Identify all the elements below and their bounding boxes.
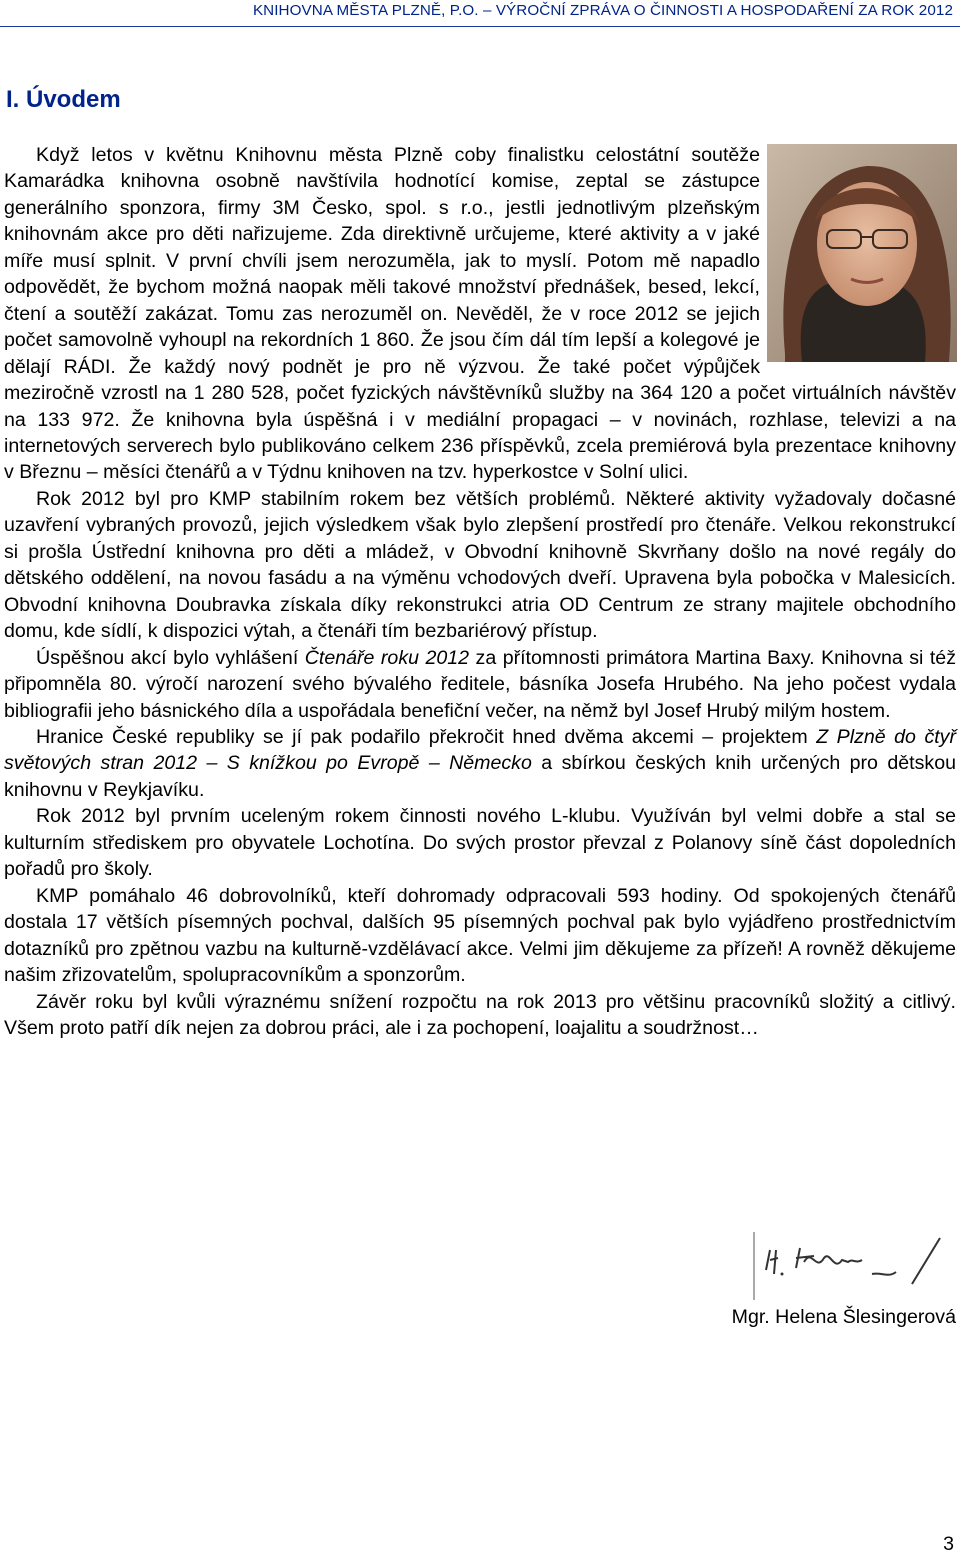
paragraph-l-klub: Rok 2012 byl prvním uceleným rokem činnosti nového L-klubu. Využíván byl velmi dobře a stal se kulturním střediskem pro obyvatele Lochotína. Do svých prostor převzal z Polanovy síně část dopoledních pořadů pro školy. — [4, 805, 956, 881]
p4-text-start: Hranice České republiky se jí pak podařilo překročit hned dvěma akcemi – projektem — [36, 725, 817, 748]
photo-spacer — [760, 142, 956, 362]
body-text — [4, 142, 956, 1041]
p3-text-end: za přítomnosti primátora Martina Baxy. Knihovna si též připomněla 80. výročí narození svého bývalého ředitele, básníka Josefa Hrubého. Na jeho počest vydala bibliografii jeho básnického díla a uspořádala benefiční večer, na němž byl Josef Hrubý milým hostem. — [4, 646, 956, 722]
handwritten-signature — [752, 1228, 956, 1302]
paragraph-volunteers: KMP pomáhalo 46 dobrovolníků, kteří dohromady odpracovali 593 hodiny. Od spokojených čtenářů dostala 17 větších písemných pochval, dalších 95 písemných pochval pak bylo vyjádřeno prostřednictvím dotazníků pro zpětnou vazbu na kulturně-vzdělávací akce. Velmi jim děkujeme za přízeň! A rovněž děkujeme našim zřizovatelům, spolupracovníkům a sponzorům. — [4, 884, 956, 987]
paragraph-stability: Rok 2012 byl pro KMP stabilním rokem bez větších problémů. Některé aktivity vyžadovaly dočasné uzavření vybraných provozů, jejich výsledkem však bylo zlepšení prostředí pro čtenáře. Velkou rekonstrukcí si prošla Ústřední knihovna pro děti a mládež, v Obvodní knihovně Skvrňany došlo na nové regály do dětského oddělení, na novou fasádu a na výměnu vchodových dveří. Upravena byla pobočka v Malesicích. Obvodní knihovna Doubravka získala díky rekonstrukci atria OD Centrum ze strany majitele obchodního domu, kde sídlí, k dispozici výtah, a čtenáři tím bezbariérový přístup. — [4, 487, 956, 643]
paragraph-closing: Závěr roku byl kvůli výraznému snížení rozpočtu na rok 2013 pro většinu pracovníků složitý a citlivý. Všem proto patří dík nejen za dobrou práci, ale i za pochopení, loajalitu a soudržnost… — [4, 990, 956, 1039]
page-number: 3 — [943, 1533, 954, 1555]
paragraph-intro: Když letos v květnu Knihovnu města Plzně coby finalistku celostátní soutěže Kamarádka knihovna osobně navštívila hodnotící komise, zeptal se zástupce generálního sponzora, firmy 3M Česko, spol. s r.o., jestli jednotlivým plzeňským knihovnám akce pro děti nařizujeme. Zda direktivně určujeme, které aktivity a v jaké míře musí splnit. V první chvíli jsem nerozuměla, jak to myslí. Potom mě napadlo odpovědět, že bychom možná naopak měli takové množství přednášek, besed, lekcí, čtení a soutěží zakázat. Tomu zas nerozuměl on. Nevěděl, že v roce 2012 se jejich počet samovolně vyhoupl na rekordních 1 860. Že jsou čím dál tím lepší a kolegové je dělají RÁDI. Že každý nový podnět je pro ně výzvou. Že také počet výpůjček meziročně vzrostl na 1 280 528, počet fyzických návštěvníků služby na 364 120 a počet virtuálních návštěv na 133 972. Že knihovna byla úspěšná i v mediální propagaci – v novinách, rozhlase, televizi a na internetových serverech bylo publikováno celkem 236 příspěvků, zcela premiérová byla prezentace knihovny v Březnu – měsíci čtenářů a v Týdnu knihoven na tzv. hyperkostce v Solní ulici. — [4, 144, 956, 484]
p3-event-title: Čtenáře roku 2012 — [304, 646, 470, 669]
p4-text-end: a sbírkou českých knih určených pro dětskou knihovnu v Reykjavíku. — [4, 752, 956, 801]
signatory-name: Mgr. Helena Šlesingerová — [731, 1306, 956, 1328]
p3-text-start: Úspěšnou akcí bylo vyhlášení — [36, 646, 305, 669]
section-title: I. Úvodem — [6, 86, 121, 113]
paragraph-events — [4, 645, 956, 724]
header-divider — [0, 26, 960, 27]
running-header: KNIHOVNA MĚSTA PLZNĚ, P.O. – VÝROČNÍ ZPRÁVA O ČINNOSTI A HOSPODAŘENÍ ZA ROK 2012 — [252, 2, 953, 19]
paragraph-international — [4, 724, 956, 803]
p4-project-title: Z Plzně do čtyř světových stran 2012 – S knížkou po Evropě – Německo — [4, 725, 957, 775]
